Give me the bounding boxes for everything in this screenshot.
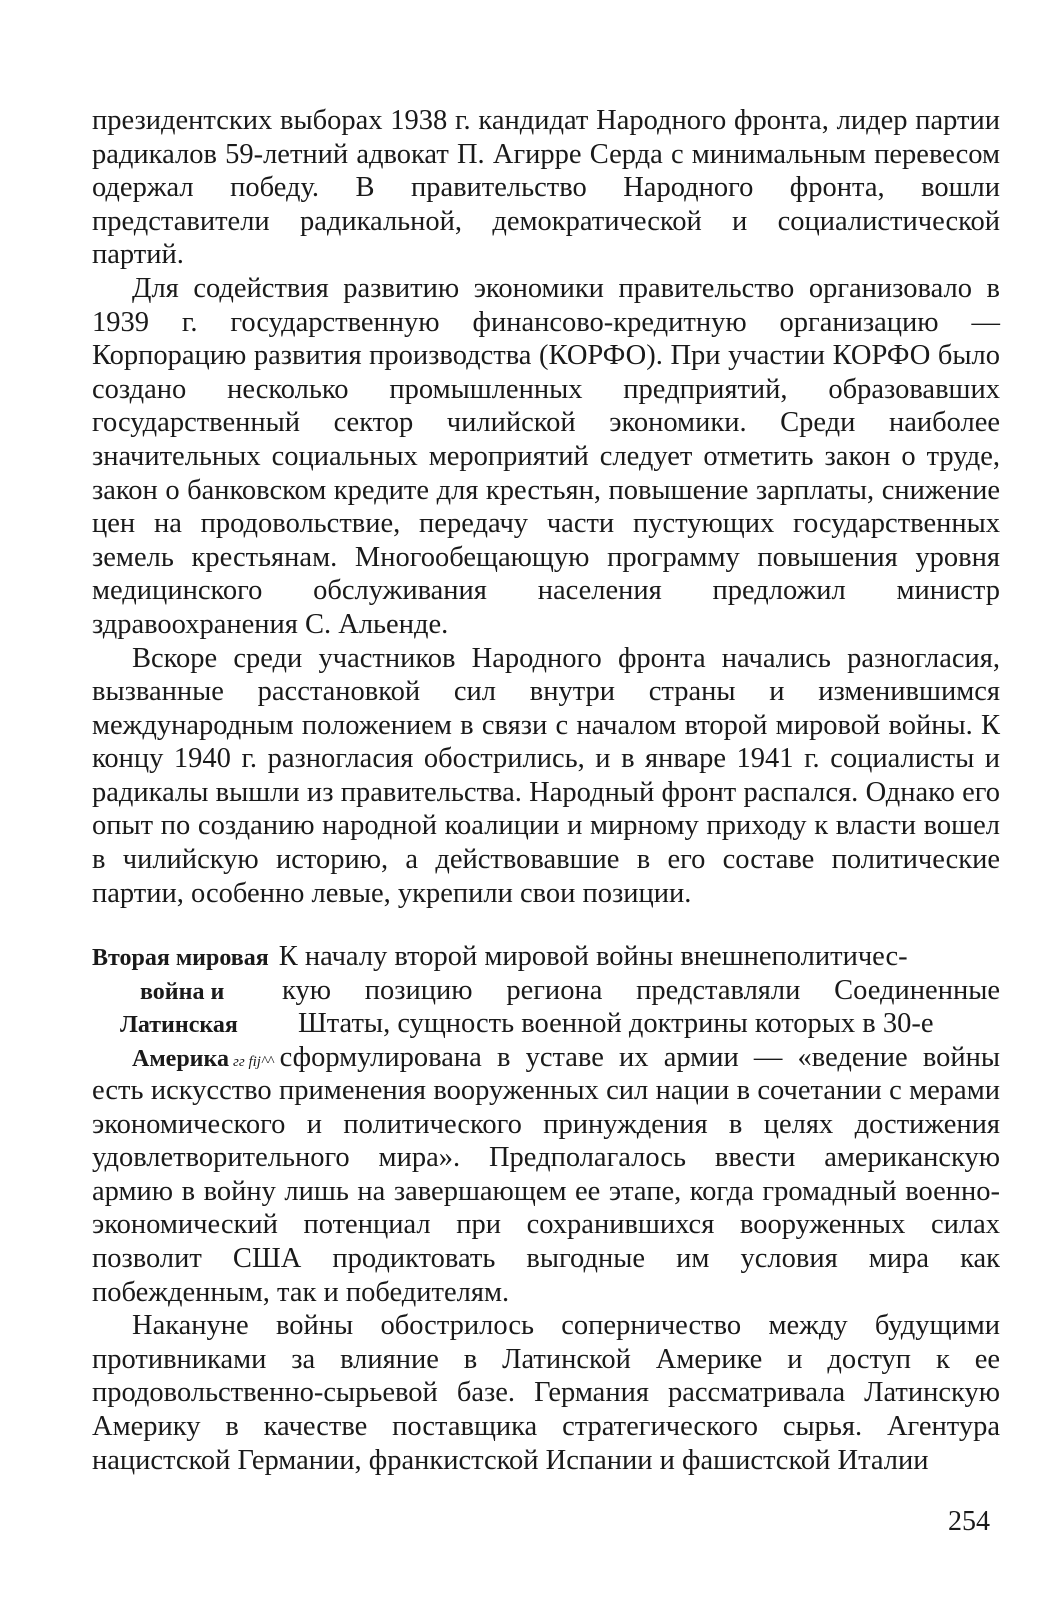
paragraph-continuation: президентских выборах 1938 г. кандидат Народного фронта, лидер партии радикалов 59-летний адвокат П. Агирре Серда с минимальным перевесом одержал победу. В правительство Народного фронта, вошли представители радикальной, демократической и социалистической партий. <box>92 105 1000 271</box>
section-line-4 <box>92 1041 1000 1075</box>
section-text-line-1: К началу второй мировой войны внешнеполитичес- <box>278 941 908 972</box>
section-line-1 <box>92 940 1000 974</box>
section-heading-part-4: Америка <box>132 1045 229 1072</box>
section-text-line-3: Штаты, сущность военной доктрины которых в 30-е <box>298 1008 934 1040</box>
section-text-line-2: кую позицию региона представляли Соединенные <box>282 974 1000 1006</box>
section-heading-part-2: война и <box>140 978 225 1005</box>
paragraph-rivalry: Накануне войны обострилось соперничество между будущими противниками за влияние в Латинской Америке и доступ к ее продовольственно-сырьевой базе. Германия рассматривала Латинскую Америку в качестве поставщика стратегического сырья. Агентура нацистской Германии, франкистской Испании и фашистской Италии <box>92 1310 1000 1476</box>
section-line-3 <box>92 1007 1000 1041</box>
paragraph-us-doctrine: есть искусство применения вооруженных сил нации в сочетании с мерами экономического и политического принуждения в целях достижения удовлетворительного мира». Предполагалось ввести американскую армию в войну лишь на завершающем ее этапе, когда громадный военно-экономический потенциал при сохранившихся вооруженных силах позволит США продиктовать выгодные им условия мира как побежденным, так и победителям. <box>92 1075 1000 1308</box>
body-text-bottom <box>92 1074 1000 1477</box>
body-text-top <box>92 104 1000 910</box>
section-ww2 <box>92 940 1000 1074</box>
paragraph-popular-front-split: Вскоре среди участников Народного фронта начались разногласия, вызванные расстановкой сил внутри страны и изменившимся международным положением в связи с началом второй мировой войны. К концу 1940 г. разногласия обострились, и в январе 1941 г. социалисты и радикалы вышли из правительства. Народный фронт распался. Однако его опыт по созданию народной коалиции и мирному приходу к власти вошел в чилийскую историю, а действовавшие в его составе политические партии, особенно левые, укрепили свои позиции. <box>92 642 1000 909</box>
page-number: 254 <box>948 1506 990 1537</box>
scan-artifact: гг fij^^ <box>232 1053 274 1070</box>
section-heading-part-1: Вторая мировая <box>92 945 269 971</box>
section-line-2 <box>92 974 1000 1008</box>
section-text-line-4: сформулирована в уставе их армии — «ведение войны <box>279 1041 1000 1073</box>
section-heading-part-3: Латинская <box>120 1012 238 1039</box>
paragraph-korfo: Для содействия развитию экономики правительство организовало в 1939 г. государственную финансово-кредитную организацию — Корпорацию развития производства (КОРФО). При участии КОРФО было создано несколько промышленных предприятий, образовавших государственный сектор чилийской экономики. Среди наиболее значительных социальных мероприятий следует отметить закон о труде, закон о банковском кредите для крестьян, повышение зарплаты, снижение цен на продовольствие, передачу части пустующих государственных земель крестьянам. Многообещающую программу повышения уровня медицинского обслуживания населения предложил министр здравоохранения С. Альенде. <box>92 272 1000 640</box>
